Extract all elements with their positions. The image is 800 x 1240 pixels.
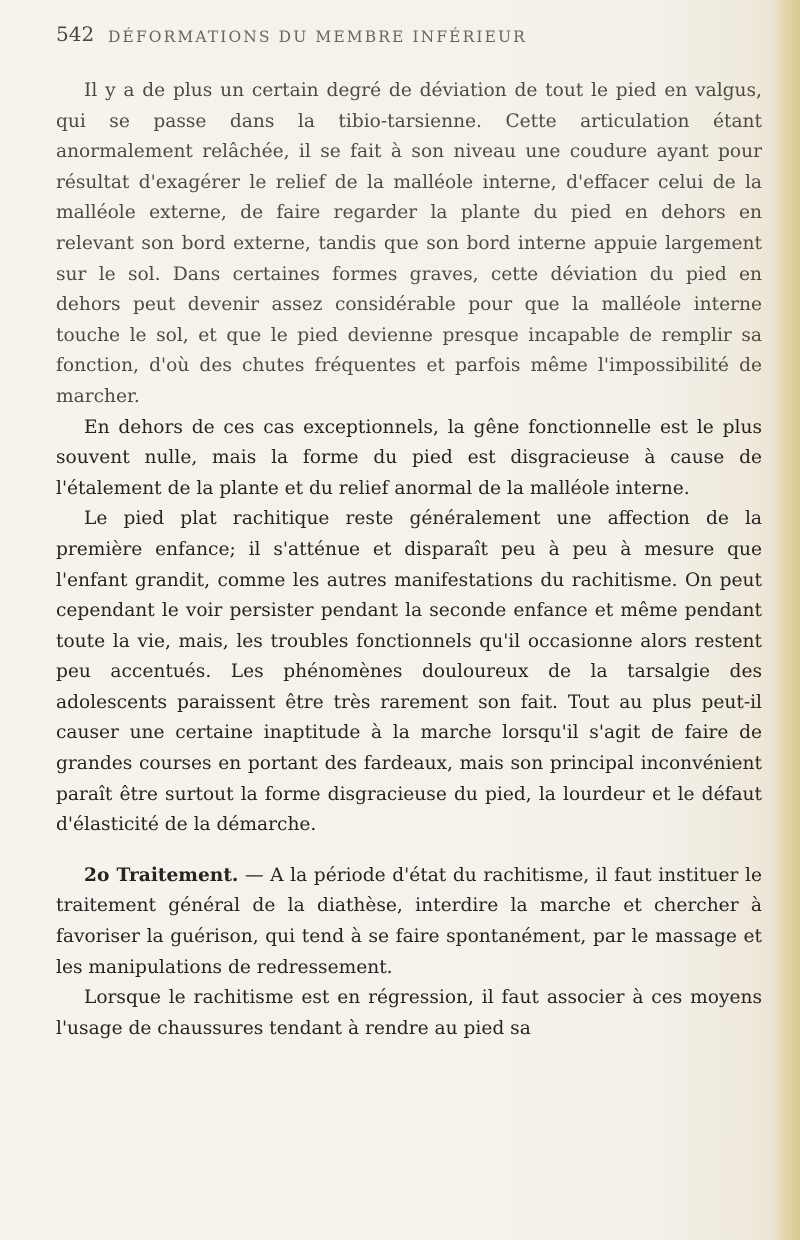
- paragraph-treatment: [56, 861, 762, 983]
- treatment-text: — A la période d'état du rachitisme, il faut instituer le traitement général de la diathèse, interdire la marche et chercher à favoriser la guérison, qui tend à se faire spontanément, par le massage et les manipulations de redressement.: [56, 864, 762, 978]
- paragraph-functional-discomfort: En dehors de ces cas exceptionnels, la gêne fonctionnelle est le plus souvent nulle, mais la forme du pied est disgracieuse à cause de l'étalement de la plante et du relief anormal de la malléole interne.: [56, 416, 762, 499]
- page-number: 542: [56, 22, 95, 46]
- paragraph-rachitic-flatfoot: Le pied plat rachitique reste généralement une affection de la première enfance; il s'atténue et disparaît peu à peu à mesure que l'enfant grandit, comme les autres manifestations du rachitisme. On peut cependant le voir persister pendant la seconde enfance et même pendant toute la vie, mais, les troubles fonctionnels qu'il occasionne alors restent peu accentués. Les phénomènes douloureux de la tarsalgie des adolescents paraissent être très rarement son fait. Tout au plus peut-il causer une certaine inaptitude à la marche lorsqu'il s'agit de faire de grandes courses en portant des fardeaux, mais son principal inconvénient paraît être surtout la forme disgracieuse du pied, la lourdeur et le défaut d'élasticité de la démarche.: [56, 508, 762, 836]
- paragraph-deviation: Il y a de plus un certain degré de déviation de tout le pied en valgus, qui se passe dans la tibio-tarsienne. Cette articulation étant anormalement relâchée, il se fait à son niveau une coudure ayant pour résultat d'exagérer le relief de la malléole interne, d'effacer celui de la malléole externe, de faire regarder la plante du pied en dehors en relevant son bord externe, tandis que son bord interne appuie largement sur le sol. Dans certaines formes graves, cette déviation du pied en dehors peut devenir assez considérable pour que la malléole interne touche le sol, et que le pied devienne presque incapable de remplir sa fonction, d'où des chutes fréquentes et parfois même l'impossibilité de marcher.: [56, 80, 762, 407]
- body-text: [56, 76, 762, 1044]
- running-title: DÉFORMATIONS DU MEMBRE INFÉRIEUR: [108, 28, 527, 46]
- page-header: [56, 8, 746, 58]
- paragraph-regression: Lorsque le rachitisme est en régression, il faut associer à ces moyens l'usage de chaussures tendant à rendre au pied sa: [56, 987, 762, 1039]
- page-edge-shadow: [772, 0, 800, 1240]
- section-heading-treatment: 2o Traitement.: [84, 864, 239, 886]
